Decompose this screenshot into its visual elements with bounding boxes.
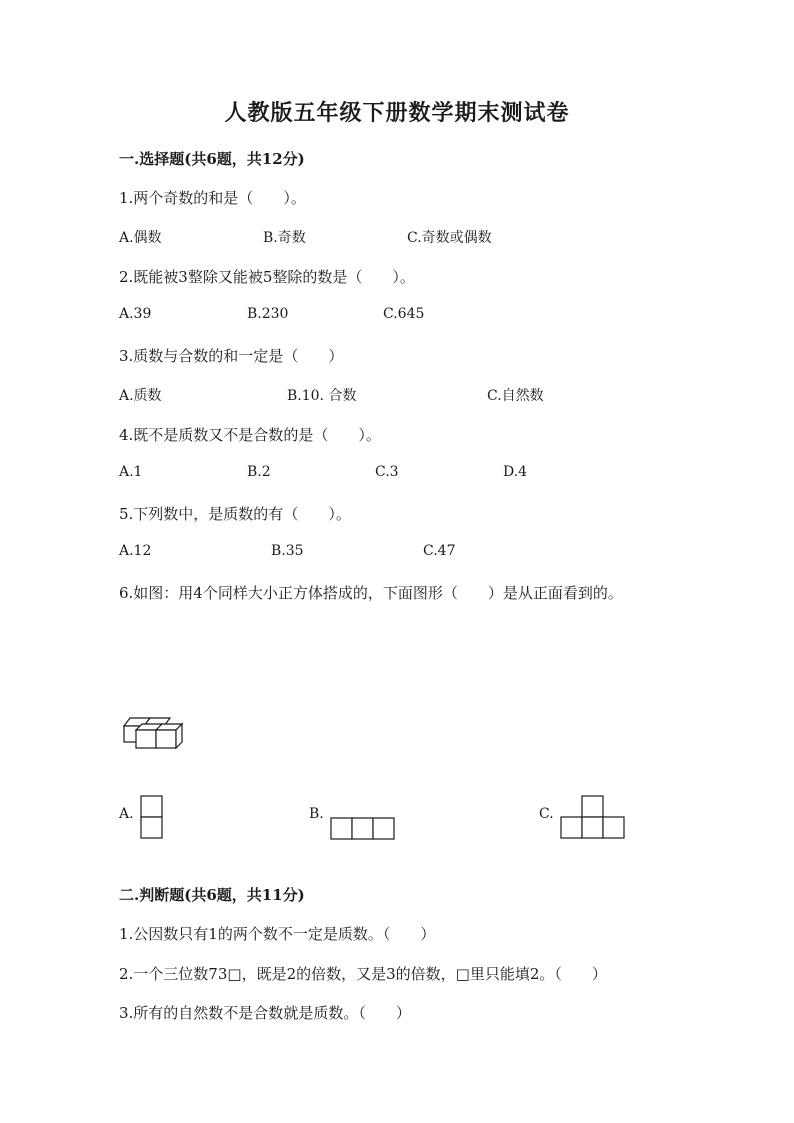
section-heading-choice: 一.选择题(共6题，共12分) (119, 150, 305, 168)
q6-option-c-figure (560, 795, 626, 841)
option-c-square-top (582, 796, 603, 817)
q1-option-a: A.偶数 (119, 230, 162, 246)
question-5: 5.下列数中，是质数的有（ ）。 (119, 505, 351, 523)
section-heading-judgement: 二.判断题(共6题，共11分) (119, 886, 305, 904)
cube-front-right-face (156, 730, 176, 748)
q5-option-a: A.12 (119, 543, 152, 559)
question-4: 4.既不是质数又不是合数的是（ ）。 (119, 426, 381, 444)
q6-option-b-label: B. (309, 806, 324, 822)
q4-option-b: B.2 (247, 464, 271, 480)
q2-option-b: B.230 (247, 306, 289, 322)
q1-option-c: C.奇数或偶数 (407, 230, 492, 246)
option-b-square-3 (373, 818, 394, 839)
q5-option-b: B.35 (271, 543, 304, 559)
q6-option-a-figure (140, 795, 164, 841)
judgement-question-2: 2.一个三位数73□，既是2的倍数，又是3的倍数，□里只能填2。（ ） (119, 965, 607, 983)
q6-option-a-label: A. (119, 806, 134, 822)
option-b-square-1 (331, 818, 352, 839)
option-c-square-3 (603, 817, 624, 838)
judgement-question-3: 3.所有的自然数不是合数就是质数。（ ） (119, 1004, 411, 1022)
option-c-square-2 (582, 817, 603, 838)
q2-option-a: A.39 (119, 306, 152, 322)
question-3: 3.质数与合数的和一定是（ ） (119, 347, 344, 365)
question-2: 2.既能被3整除又能被5整除的数是（ ）。 (119, 268, 415, 286)
question-1: 1.两个奇数的和是（ ）。 (119, 189, 306, 207)
q3-option-c: C.自然数 (487, 388, 544, 404)
q1-option-b: B.奇数 (263, 230, 306, 246)
cube-figure (122, 716, 184, 750)
cube-front-left-face (136, 730, 156, 748)
option-c-square-1 (561, 817, 582, 838)
q5-option-c: C.47 (423, 543, 456, 559)
page-title: 人教版五年级下册数学期末测试卷 (224, 100, 570, 126)
q3-option-b: B.10. 合数 (287, 388, 357, 404)
option-b-square-2 (352, 818, 373, 839)
q4-option-a: A.1 (119, 464, 143, 480)
q3-option-a: A.质数 (119, 388, 162, 404)
q4-option-c: C.3 (375, 464, 399, 480)
question-6: 6.如图：用4个同样大小正方体搭成的，下面图形（ ）是从正面看到的。 (119, 584, 623, 602)
q4-option-d: D.4 (503, 464, 528, 480)
q6-option-c-label: C. (539, 806, 554, 822)
q2-option-c: C.645 (383, 306, 425, 322)
option-a-square-bottom (141, 817, 162, 838)
judgement-question-1: 1.公因数只有1的两个数不一定是质数。（ ） (119, 925, 436, 943)
option-a-square-top (141, 796, 162, 817)
q6-option-b-figure (330, 817, 396, 841)
